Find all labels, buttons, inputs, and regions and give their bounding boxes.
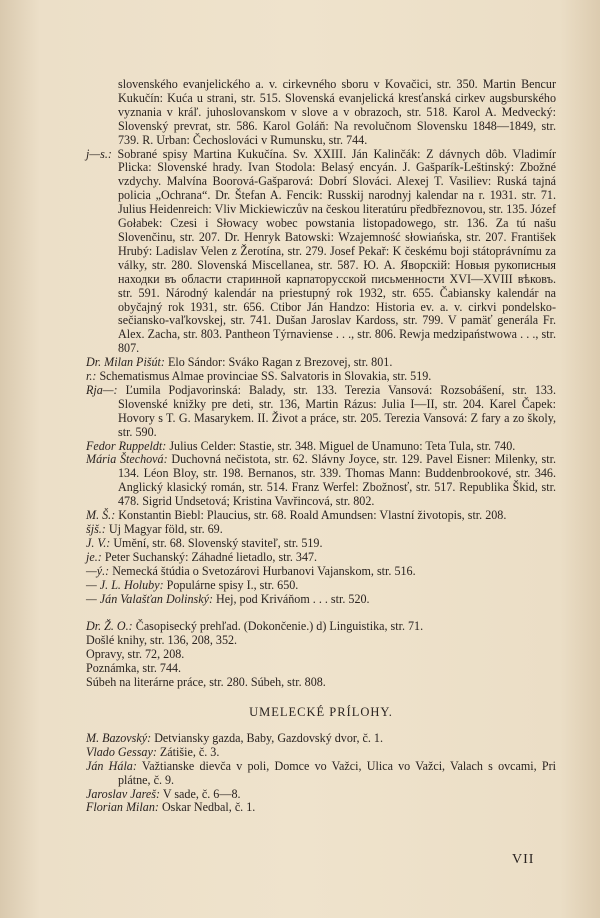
entry-author: M. Š.:: [86, 508, 116, 523]
spacer: [86, 606, 556, 620]
entry-text: Julius Celder: Stastie, str. 348. Miguel de Unamuno: Teta Tula, str. 740.: [169, 438, 516, 453]
entry-author: — Ján Valašťan Dolinský:: [86, 591, 214, 606]
index-entry: [86, 370, 556, 384]
entry-text: Časopisecký prehľad. (Dokončenie.) d) Linguistika, str. 71.: [135, 619, 424, 634]
continued-entry: [86, 78, 556, 148]
entry-text: Ľumila Podjavorinská: Balady, str. 133. Terezia Vansová: Rozsobášení, str. 133. Slovenské knižky pre deti, str. 136, Martin Rázus: Julia I—II, str. 204. Karel Čapek: Hovory s T. G. Masarykem. II. Život a práce, str. 205. Terezia Vansová: Z fary a zo školy, str. 590.: [118, 382, 556, 439]
entry-text: Zátišie, č. 3.: [159, 744, 220, 759]
entry-text: Schematismus Almae provinciae SS. Salvatoris in Slovakia, str. 519.: [99, 369, 432, 384]
entry-text: Oskar Nedbal, č. 1.: [161, 800, 256, 815]
contributor-entries: [86, 148, 556, 607]
continued-text: slovenského evanjelického a. v. cirkevného sboru v Kovačici, str. 350. Martin Bencur Kukučín: Kuća u strani, str. 515. Slovenská evanjelická kresťanská cirkev augsburského vyznania v kráľ. juhoslovanskom v slove a v obrazoch, str. 518. Karol A. Medvecký: Slovenský prevrat, str. 586. Karol Goláň: Na revolučnom Slovensku 1848—1849, str. 739. R. Urban: Čechoslováci v Rumunsku, str. 744.: [118, 77, 556, 147]
index-entry: [86, 593, 556, 607]
index-entry: [86, 620, 556, 634]
index-content: [86, 78, 556, 815]
entry-author: Dr. Milan Pišút:: [86, 355, 165, 370]
index-entry: [86, 537, 556, 551]
entry-author: —ý.:: [86, 563, 110, 578]
index-entry: [86, 676, 556, 690]
entry-author: Mária Štechová:: [86, 452, 168, 467]
entry-author: Vlado Gessay:: [86, 744, 157, 759]
entry-author: Jaroslav Jareš:: [86, 786, 160, 801]
entry-text: Došlé knihy, str. 136, 208, 352.: [86, 633, 238, 648]
entry-text: Umění, str. 68. Slovenský staviteľ, str. 519.: [113, 535, 323, 550]
index-entry: [86, 148, 556, 357]
entry-author: Florian Milan:: [86, 800, 159, 815]
index-entry: [86, 634, 556, 648]
entry-author: Rja—:: [86, 382, 118, 397]
index-entry: [86, 579, 556, 593]
entry-text: Hej, pod Kriváňom . . . str. 520.: [216, 591, 370, 606]
entry-text: Poznámka, str. 744.: [86, 661, 182, 676]
index-entry: [86, 788, 556, 802]
index-entry: [86, 662, 556, 676]
entry-text: Opravy, str. 72, 208.: [86, 647, 185, 662]
entry-text: Elo Sándor: Sváko Ragan z Brezovej, str. 801.: [167, 355, 393, 370]
entry-text: Važtianske dievča v poli, Domce vo Važci, Ulica vo Važci, Valach s ovcami, Pri plátne, č. 9.: [118, 758, 556, 787]
entry-text: Populárne spisy I., str. 650.: [166, 577, 299, 592]
index-entry: [86, 565, 556, 579]
index-entry: [86, 760, 556, 788]
entry-author: Ján Hála:: [86, 758, 137, 773]
entry-author: j—s.:: [86, 146, 112, 161]
art-entries: [86, 732, 556, 815]
entry-text: Peter Suchanský: Záhadné lietadlo, str. 347.: [104, 549, 318, 564]
index-entry: [86, 746, 556, 760]
entry-text: Detviansky gazda, Baby, Gazdovský dvor, č. 1.: [154, 730, 383, 745]
entry-text: Nemecká štúdia o Svetozárovi Hurbanovi Vajanskom, str. 516.: [112, 563, 416, 578]
entry-author: r.:: [86, 369, 97, 384]
entry-author: M. Bazovský:: [86, 730, 152, 745]
entry-author: šjš.:: [86, 522, 106, 536]
index-entry: [86, 440, 556, 454]
entry-author: je.:: [86, 549, 102, 564]
entry-author: — J. L. Holuby:: [86, 577, 164, 592]
entry-author: Dr. Ž. O.:: [86, 619, 133, 634]
entry-text: Konstantin Biebl: Plaucius, str. 68. Roald Amundsen: Vlastní životopis, str. 208.: [118, 508, 507, 523]
index-entry: [86, 384, 556, 440]
entry-author: J. V.:: [86, 535, 111, 550]
index-entry: [86, 801, 556, 815]
index-entry: [86, 356, 556, 370]
index-entry: [86, 648, 556, 662]
entry-text: Súbeh na literárne práce, str. 280. Súbeh, str. 808.: [86, 675, 326, 690]
entry-text: Uj Magyar föld, str. 69.: [108, 522, 223, 536]
entry-text: Duchovná nečistota, str. 62. Slávny Joyce, str. 129. Pavel Eisner: Milenky, str. 134. Léon Bloy, str. 198. Bernanos, str. 339. Thomas Mann: Buddenbrookové, str. 346. Anglický klasický román, str. 514. Franz Werfel: Zbožnosť, str. 517. Republika Škid, str. 478. Sigrid Undsetová; Kristina Vavřincová, str. 802.: [118, 452, 556, 509]
page-number: VII: [512, 852, 535, 867]
entry-text: Sobrané spisy Martina Kukučína. Sv. XXIII. Ján Kalinčák: Z dávnych dôb. Vladimír Plicka: Slovenské hrady. Ivan Stodola: Belasý encyán. J. Gašparík-Leštinský: Zbožné vzdychy. Malvína Boorová-Gašparová: Dobrí Slováci. Alexej T. Vasiliev: Ruská tajná policia „Ochrana“. Dr. Štefan A. Fencik: Russkij narodnyj kalendar na r. 1931. str. 71. Julius Heidenreich: Vliv Mickiewiczův na českou literatúru předbřeznovou, str. 135. Józef Gołabek: Czesi i Słowacy wobec powstania listopadowego, str. 136. Za tú našu Slovenčinu, str. 207. Dr. Henryk Batowski: Wzajemność słowiańska, str. 207. František Hrubý: Ladislav Velen z Žerotína, str. 279. Josef Pekař: K českému boji státoprávnímu za války, str. 280. Slovenská Miscellanea, str. 587. Ю. А. Яворскій: Новыя рукописныя находки въ области старинной карпаторусской письменности XVI—XVIII вѣковъ. str. 591. Národný kalendár na priestupný rok 1932, str. 655. Čabiansky kalendár na obyčajný rok 1931, str. 656. Ctibor Ján Handzo: Historia ev. a. v. cirkvi pondelsko-sečiansko-vaľkovskej, str. 741. Dušan Jaroslav Kardoss, str. 799. V pamäť generála Fr. Alex. Zacha, str. 803. Pantheon Týrnaviense . . ., str. 806. Rewja medzipaństwowa . . ., str. 807.: [117, 146, 556, 356]
index-entry: [86, 551, 556, 565]
index-entry: [86, 509, 556, 523]
entry-author: Fedor Ruppeldt:: [86, 438, 167, 453]
misc-entries: [86, 620, 556, 690]
index-entry: [86, 453, 556, 509]
index-entry: [86, 732, 556, 746]
section-heading: UMELECKÉ PRÍLOHY.: [249, 704, 393, 719]
index-entry: [86, 523, 556, 537]
entry-text: V sade, č. 6—8.: [162, 786, 241, 801]
